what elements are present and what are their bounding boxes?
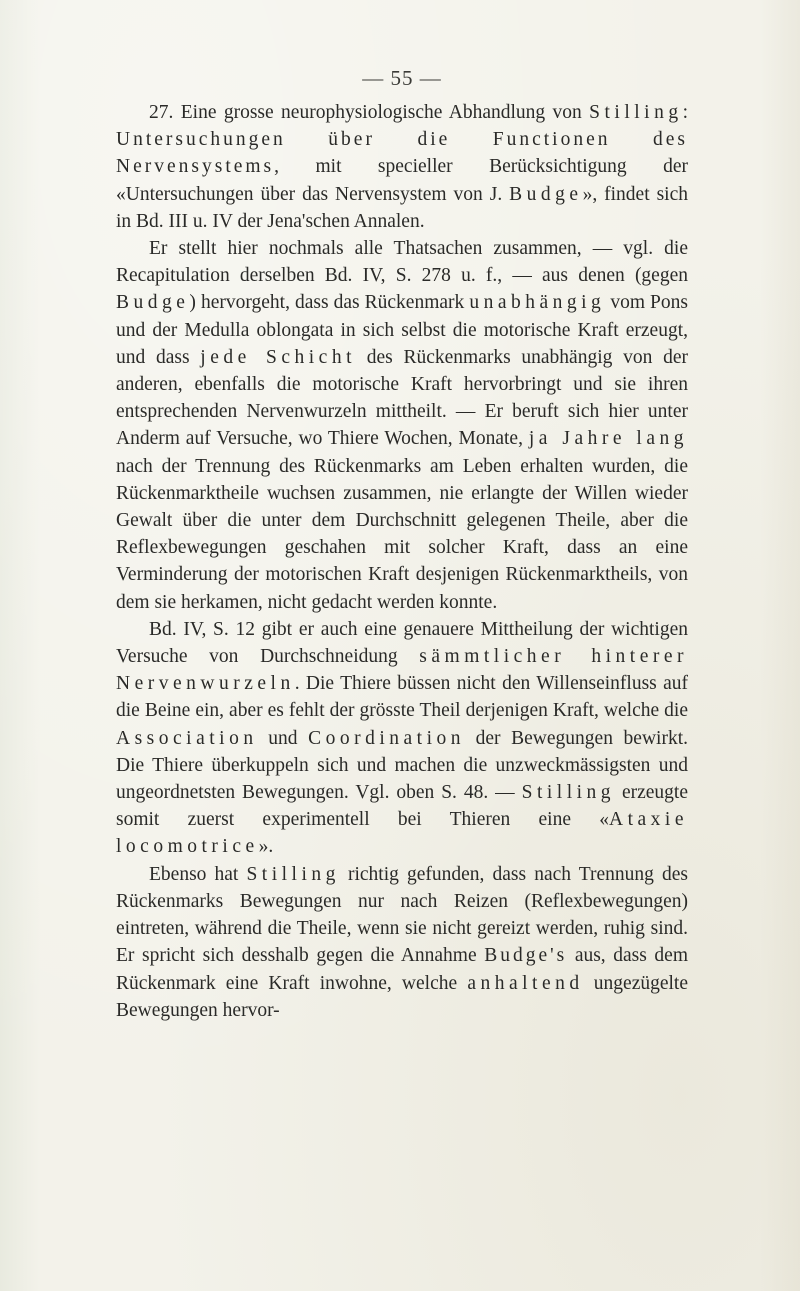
- spaced-emphasis: ja Jahre lang: [528, 428, 688, 450]
- page-number: — 55 —: [362, 66, 442, 90]
- spaced-emphasis: sämmtlicher hinterer Nervenwurzeln: [116, 646, 688, 695]
- spaced-emphasis: Stilling: [521, 782, 616, 804]
- text-run: :: [682, 102, 688, 123]
- paragraph-27-stilling-treatise: [116, 99, 688, 235]
- spaced-emphasis: Untersuchungen über die Functionen des Nervensystems: [116, 129, 688, 178]
- spaced-emphasis: Stilling: [246, 863, 340, 885]
- spaced-emphasis: Budge: [116, 292, 190, 314]
- spaced-emphasis: Ataxie locomotrice: [116, 809, 688, 858]
- spaced-emphasis: unabhängig: [469, 292, 606, 314]
- paragraph-nerve-root-section: [116, 616, 688, 861]
- text-run: ) hervorgeht, dass das Rückenmark: [189, 292, 470, 314]
- text-run: und: [257, 727, 309, 749]
- text-run: , mit specieller Berücksichtigung der «Untersuchungen über das Nervensystem von J.: [116, 156, 688, 205]
- spaced-emphasis: Association: [116, 727, 258, 749]
- text-run: Bd. IV, S. 12 gibt er auch eine genauere Mittheilung der wichtigen Versuche von Durchschneidung: [116, 618, 688, 668]
- text-run: vom Pons und der Medulla oblongata in sich selbst die motorische Kraft erzeugt, und dass: [116, 292, 688, 368]
- text-run: 27. Eine grosse neurophysiologische Abhandlung von: [149, 102, 590, 123]
- text-run: Ebenso hat: [149, 863, 247, 885]
- text-run: Er stellt hier nochmals alle Thatsachen zusammen, — vgl. die Recapitulation derselben Bd. IV, S. 278 u. f., — aus denen (gegen: [116, 238, 688, 287]
- paragraph-reflex-movements: [116, 861, 688, 1024]
- paragraph-spinal-cord-motor-force: [116, 235, 688, 616]
- text-run: ungezügelte Bewegungen hervor-: [116, 972, 688, 1021]
- text-run: ».: [258, 836, 274, 858]
- text-run: . Die Thiere büssen nicht den Willenseinfluss auf die Beine ein, aber es fehlt der grösste Theil derjenigen Kraft, welche die: [116, 673, 688, 722]
- spaced-emphasis: anhaltend: [467, 972, 584, 994]
- text-run: nach der Trennung des Rückenmarks am Leben erhalten wurden, die Rückenmarktheile wuchsen zusammen, nie erlangte der Willen wieder Gewalt über die unter dem Durchschnitt gelegenen Theile, aber die Reflexbewegungen geschahen mit solcher Kraft, dass an eine Verminderung der motorischen Kraft desjenigen Rückenmarktheils, von dem sie herkamen, nicht gedacht werden konnte.: [116, 455, 688, 613]
- text-run: », findet sich in Bd. III u. IV der Jena'schen Annalen.: [116, 183, 688, 232]
- spaced-emphasis: Stilling: [589, 102, 683, 123]
- text-run: erzeugte somit zuerst experimentell bei Thieren eine «: [116, 782, 688, 831]
- spaced-emphasis: Coordination: [308, 727, 465, 749]
- spaced-emphasis: Budge: [509, 183, 583, 205]
- spaced-emphasis: jede Schicht: [200, 346, 356, 368]
- text-run: richtig gefunden, dass nach Trennung des Rückenmarks Bewegungen nur nach Reizen (Reflexbewegungen) eintreten, während die Theile, wenn sie nicht gereizt werden, ruhig sind. Er spricht sich desshalb gegen die Annahme: [116, 863, 688, 967]
- spaced-emphasis: Budge's: [484, 945, 568, 967]
- text-run: des Rückenmarks unabhängig von der anderen, ebenfalls die motorische Kraft hervorbringt und sie ihren entsprechenden Nervenwurzeln mittheilt. — Er beruft sich hier unter Anderm auf Versuche, wo Thiere Wochen, Monate,: [116, 346, 688, 450]
- text-run: aus, dass dem Rückenmark eine Kraft inwohne, welche: [116, 945, 688, 994]
- text-run: der Bewegungen bewirkt. Die Thiere überkuppeln sich und machen die unzweckmässigsten und ungeordnetsten Bewegungen. Vgl. oben S. 48. —: [116, 727, 689, 804]
